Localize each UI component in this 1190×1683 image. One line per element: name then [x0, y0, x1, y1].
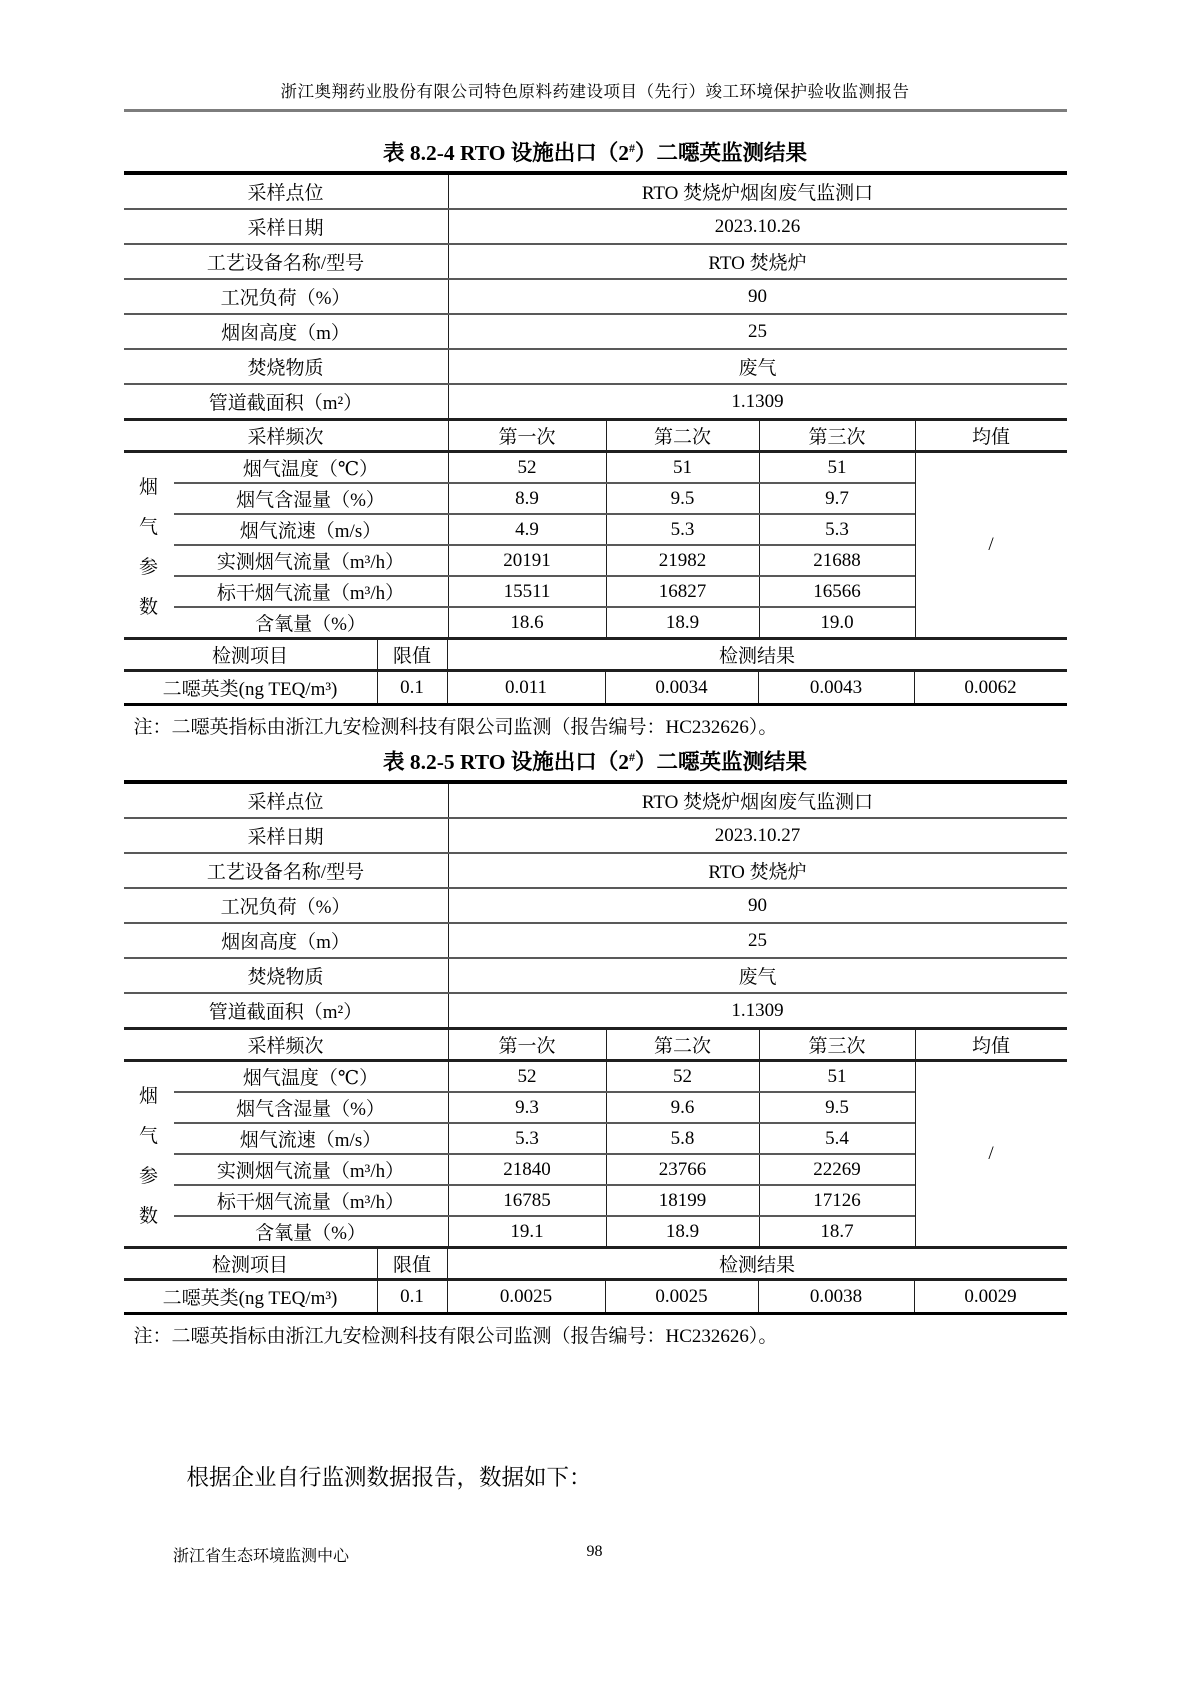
result-row	[124, 669, 1067, 703]
dioxin-mean: 0.0029	[914, 1281, 1067, 1312]
dioxin-mean: 0.0062	[914, 672, 1067, 703]
freq-col-3: 第三次	[759, 1030, 915, 1059]
row-label: 烟囱高度（m）	[221, 323, 350, 344]
param-label: 烟气温度（℃）	[242, 459, 379, 480]
result-result-header: 检测结果	[447, 640, 1067, 669]
body-paragraph: 根据企业自行监测数据报告，数据如下：	[186, 1465, 592, 1490]
row-label: 采样点位	[247, 792, 324, 813]
group-char: 数	[138, 1205, 158, 1227]
result-item-header: 检测项目	[211, 646, 288, 667]
param-row	[174, 453, 915, 482]
row-label: 采样日期	[247, 218, 324, 239]
info-row	[124, 784, 1067, 817]
param-row	[174, 1122, 915, 1153]
param-label: 标干烟气流量（m³/h）	[216, 583, 405, 604]
param-row	[174, 513, 915, 544]
row-label: 工况负荷（%）	[220, 288, 351, 309]
param-value: 5.3	[759, 515, 915, 544]
param-label: 实测烟气流量（m³/h）	[216, 552, 405, 573]
table-2-title	[124, 745, 1067, 776]
table-2-title-post: ）二噁英监测结果	[635, 750, 808, 774]
info-row	[124, 313, 1067, 348]
param-row	[174, 1215, 915, 1246]
param-label: 含氧量（%）	[255, 614, 366, 635]
param-value: 19.0	[759, 608, 915, 637]
result-row	[124, 1278, 1067, 1312]
row-value: 90	[448, 889, 1067, 922]
dioxin-value: 0.0038	[758, 1281, 914, 1312]
table-1-title-pre: 表 8.2-4 RTO 设施出口（2	[382, 141, 630, 165]
param-row	[174, 1062, 915, 1091]
dioxin-value: 0.0034	[605, 672, 758, 703]
param-row	[174, 606, 915, 637]
freq-label: 采样频次	[247, 427, 324, 448]
info-row	[124, 278, 1067, 313]
table-2-title-pre: 表 8.2-5 RTO 设施出口（2	[382, 750, 630, 774]
row-label: 采样日期	[247, 827, 324, 848]
param-value: 5.3	[448, 1124, 606, 1153]
table-1-title	[124, 136, 1067, 167]
param-value: 52	[448, 1062, 606, 1091]
freq-col-1: 第一次	[448, 421, 606, 450]
row-value: 2023.10.26	[448, 210, 1067, 243]
dioxin-limit: 0.1	[377, 672, 447, 703]
param-label: 标干烟气流量（m³/h）	[216, 1192, 405, 1213]
row-value: 1.1309	[448, 994, 1067, 1027]
result-item-header: 检测项目	[211, 1255, 288, 1276]
row-value: 90	[448, 280, 1067, 313]
page-footer	[123, 1543, 1066, 1566]
freq-col-1: 第一次	[448, 1030, 606, 1059]
param-value: 51	[759, 453, 915, 482]
monitoring-table-1	[124, 171, 1067, 706]
param-value: 16827	[606, 577, 759, 606]
group-char: 烟	[138, 476, 158, 498]
freq-col-mean: 均值	[915, 1030, 1067, 1059]
table-1-note: 注：二噁英指标由浙江九安检测科技有限公司监测（报告编号：HC232626）。	[133, 717, 778, 738]
row-label: 工艺设备名称/型号	[206, 862, 365, 883]
info-row	[124, 922, 1067, 957]
dioxin-value: 0.0025	[605, 1281, 758, 1312]
param-value: 9.5	[606, 484, 759, 513]
param-row	[174, 1184, 915, 1215]
param-value: 52	[448, 453, 606, 482]
row-label: 管道截面积（m²）	[208, 393, 363, 414]
param-value: 18.9	[606, 1217, 759, 1246]
group-char: 参	[138, 1165, 158, 1187]
result-header-row	[124, 637, 1067, 669]
result-result-header: 检测结果	[447, 1249, 1067, 1278]
row-value: RTO 焚烧炉	[448, 854, 1067, 887]
param-value: 9.3	[448, 1093, 606, 1122]
param-value: 5.3	[606, 515, 759, 544]
param-value: 17126	[759, 1186, 915, 1215]
freq-header-row	[124, 1027, 1067, 1059]
info-row	[124, 887, 1067, 922]
param-value: 18199	[606, 1186, 759, 1215]
group-label-vertical	[124, 453, 174, 637]
row-label: 工况负荷（%）	[220, 897, 351, 918]
group-char: 气	[138, 1125, 158, 1147]
info-row	[124, 383, 1067, 418]
param-value: 20191	[448, 546, 606, 575]
param-label: 实测烟气流量（m³/h）	[216, 1161, 405, 1182]
param-row	[174, 575, 915, 606]
dioxin-value: 0.0025	[447, 1281, 605, 1312]
dioxin-item: 二噁英类(ng TEQ/m³)	[162, 679, 338, 700]
param-value: 5.4	[759, 1124, 915, 1153]
row-value: 废气	[448, 959, 1067, 992]
param-value: 18.7	[759, 1217, 915, 1246]
row-value: RTO 焚烧炉烟囱废气监测口	[448, 784, 1067, 817]
param-value: 21688	[759, 546, 915, 575]
flue-gas-parameter-block	[124, 1059, 1067, 1246]
param-row	[174, 482, 915, 513]
param-value: 51	[606, 453, 759, 482]
group-label-vertical	[124, 1062, 174, 1246]
row-label: 工艺设备名称/型号	[206, 253, 365, 274]
info-row	[124, 817, 1067, 852]
param-value: 18.9	[606, 608, 759, 637]
freq-label: 采样频次	[247, 1036, 324, 1057]
param-label: 烟气流速（m/s）	[239, 1130, 382, 1151]
header-rule	[124, 109, 1067, 112]
info-row	[124, 957, 1067, 992]
param-value: 18.6	[448, 608, 606, 637]
freq-col-mean: 均值	[915, 421, 1067, 450]
param-value: 16566	[759, 577, 915, 606]
param-value: 52	[606, 1062, 759, 1091]
info-row	[124, 243, 1067, 278]
param-label: 烟气流速（m/s）	[239, 521, 382, 542]
param-value: 16785	[448, 1186, 606, 1215]
param-label: 烟气含湿量（%）	[236, 1099, 385, 1120]
flue-gas-parameter-block	[124, 450, 1067, 637]
param-row	[174, 544, 915, 575]
info-row	[124, 852, 1067, 887]
row-value: RTO 焚烧炉	[448, 245, 1067, 278]
result-limit-header: 限值	[377, 1249, 447, 1278]
param-label: 含氧量（%）	[255, 1223, 366, 1244]
param-value: 21982	[606, 546, 759, 575]
param-value: 9.7	[759, 484, 915, 513]
freq-col-3: 第三次	[759, 421, 915, 450]
param-value: 21840	[448, 1155, 606, 1184]
result-limit-header: 限值	[377, 640, 447, 669]
row-value: 废气	[448, 350, 1067, 383]
param-value: 8.9	[448, 484, 606, 513]
param-value: 9.5	[759, 1093, 915, 1122]
param-label: 烟气温度（℃）	[242, 1068, 379, 1089]
info-row	[124, 992, 1067, 1027]
row-value: 25	[448, 924, 1067, 957]
table-2-title-sup: #	[629, 749, 636, 764]
row-label: 焚烧物质	[247, 358, 324, 379]
param-mean-cell: /	[915, 1062, 1067, 1246]
dioxin-value: 0.0043	[758, 672, 914, 703]
param-value: 4.9	[448, 515, 606, 544]
table-1-title-sup: #	[629, 140, 636, 155]
freq-col-2: 第二次	[606, 421, 759, 450]
param-value: 22269	[759, 1155, 915, 1184]
freq-header-row	[124, 418, 1067, 450]
row-label: 焚烧物质	[247, 967, 324, 988]
footer-organization: 浙江省生态环境监测中心	[173, 1548, 350, 1565]
table-2-note: 注：二噁英指标由浙江九安检测科技有限公司监测（报告编号：HC232626）。	[133, 1326, 778, 1347]
group-char: 参	[138, 556, 158, 578]
info-row	[124, 208, 1067, 243]
info-row	[124, 175, 1067, 208]
group-char: 烟	[138, 1085, 158, 1107]
dioxin-value: 0.011	[447, 672, 605, 703]
row-label: 烟囱高度（m）	[221, 932, 350, 953]
group-char: 数	[138, 596, 158, 618]
param-value: 23766	[606, 1155, 759, 1184]
row-label: 管道截面积（m²）	[208, 1002, 363, 1023]
param-value: 19.1	[448, 1217, 606, 1246]
param-value: 5.8	[606, 1124, 759, 1153]
param-mean-cell: /	[915, 453, 1067, 637]
row-label: 采样点位	[247, 183, 324, 204]
group-char: 气	[138, 516, 158, 538]
info-row	[124, 348, 1067, 383]
table-1-title-post: ）二噁英监测结果	[635, 141, 808, 165]
param-row	[174, 1091, 915, 1122]
row-value: 25	[448, 315, 1067, 348]
param-value: 51	[759, 1062, 915, 1091]
dioxin-item: 二噁英类(ng TEQ/m³)	[162, 1288, 338, 1309]
row-value: 1.1309	[448, 385, 1067, 418]
result-header-row	[124, 1246, 1067, 1278]
row-value: 2023.10.27	[448, 819, 1067, 852]
row-value: RTO 焚烧炉烟囱废气监测口	[448, 175, 1067, 208]
dioxin-limit: 0.1	[377, 1281, 447, 1312]
freq-col-2: 第二次	[606, 1030, 759, 1059]
param-value: 9.6	[606, 1093, 759, 1122]
param-value: 15511	[448, 577, 606, 606]
monitoring-table-2	[124, 780, 1067, 1315]
param-row	[174, 1153, 915, 1184]
param-label: 烟气含湿量（%）	[236, 490, 385, 511]
page-number: 98	[586, 1543, 603, 1560]
page-header-title: 浙江奥翔药业股份有限公司特色原料药建设项目（先行）竣工环境保护验收监测报告	[280, 82, 910, 101]
